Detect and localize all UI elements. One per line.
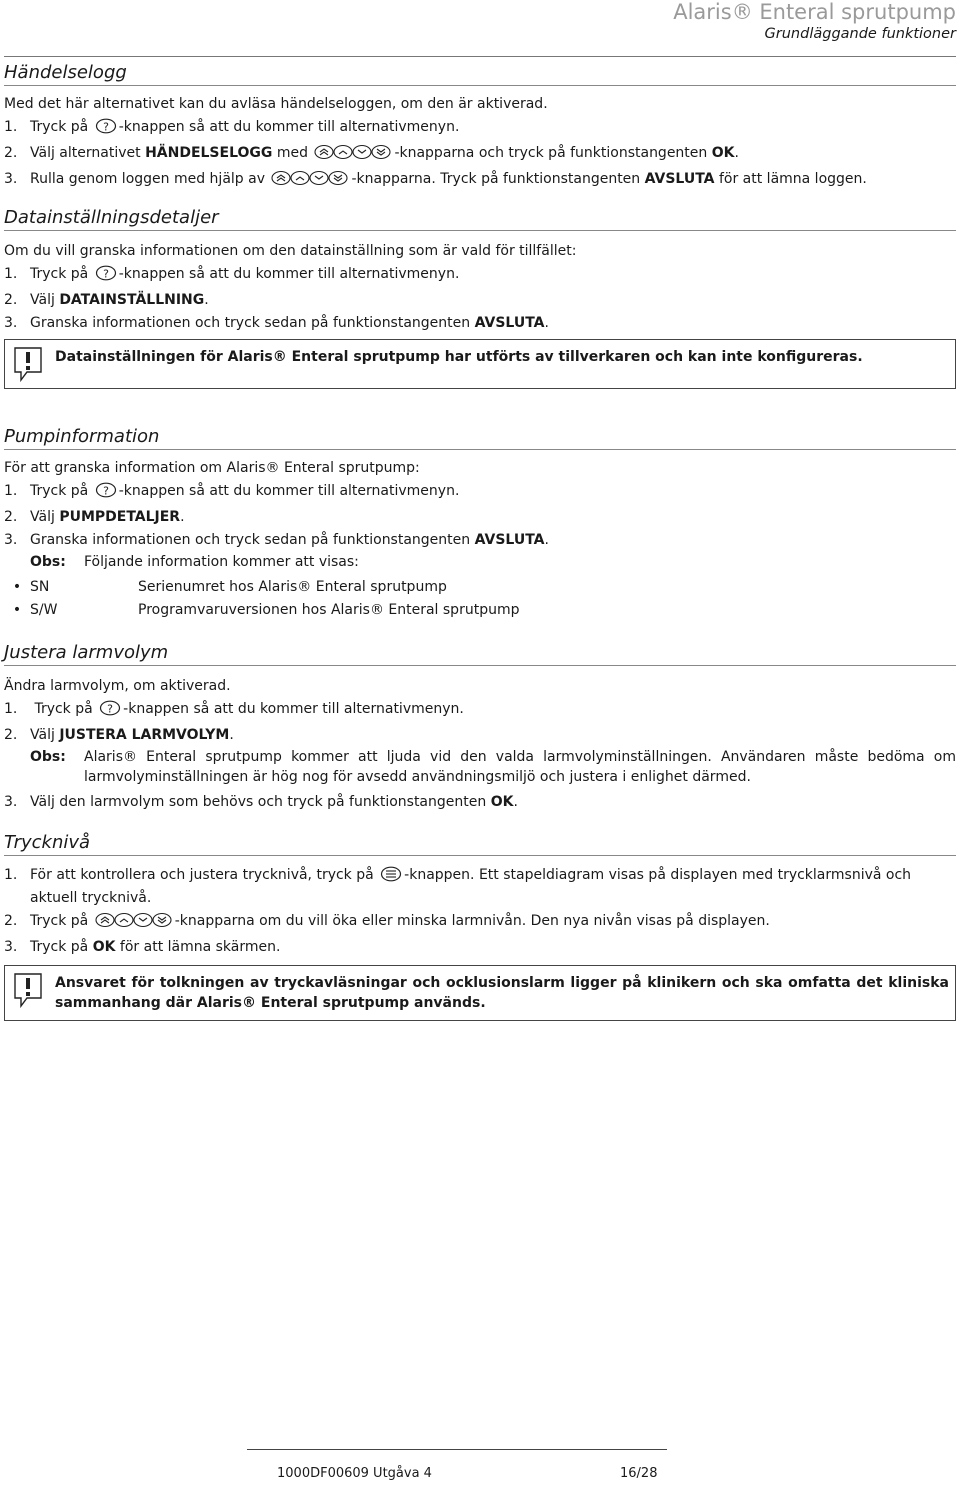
step-1: 1. Tryck på ? -knappen så att du kommer till alternativmenyn. — [4, 116, 956, 142]
section-intro: Med det här alternativet kan du avläsa händelseloggen, om den är aktiverad. — [4, 96, 548, 112]
section-intro: Ändra larmvolym, om aktiverad. — [4, 678, 231, 694]
arrow-keys-icon — [314, 144, 392, 168]
section-pumpinformation — [4, 426, 956, 622]
section-heading: Datainställningsdetaljer — [4, 207, 956, 231]
document-number: 1000DF00609 Utgåva 4 — [277, 1466, 432, 1481]
step-2: 2. Välj DATAINSTÄLLNING. — [4, 292, 209, 308]
svg-text:?: ? — [102, 484, 109, 498]
page-footer — [247, 1449, 667, 1481]
step-1: 1. Tryck på ? -knappen så att du kommer till alternativmenyn. — [4, 698, 956, 724]
section-handelselogg — [4, 62, 956, 194]
warning-text: Ansvaret för tolkningen av tryckavläsningar och ocklusionslarm ligger på klinikern och ska omfatta det kliniska sammanhang där Alaris® Enteral sprutpump används. — [55, 975, 949, 1011]
step-3: 3. Granska informationen och tryck sedan på funktionstangenten AVSLUTA. — [4, 532, 549, 548]
help-question-icon — [95, 118, 117, 142]
section-heading: Trycknivå — [4, 832, 956, 856]
document-title: Alaris® Enteral sprutpump — [673, 0, 956, 24]
warning-box — [4, 339, 956, 389]
step-2: 2. Välj alternativet HÄNDELSELOGG med -knapparna och tryck på funktionstangenten OK. — [4, 142, 956, 168]
step-1: 1. Tryck på ? -knappen så att du kommer till alternativmenyn. — [4, 480, 956, 506]
help-question-icon — [99, 700, 121, 724]
section-heading: Justera larmvolym — [4, 642, 956, 666]
pressure-key-icon — [380, 866, 402, 888]
note-label: Obs: — [30, 554, 66, 570]
section-datainstallning — [4, 207, 956, 389]
section-intro: Om du vill granska informationen om den datainställning som är vald för tillfället: — [4, 243, 577, 259]
section-intro: För att granska information om Alaris® Enteral sprutpump: — [4, 460, 420, 476]
note — [4, 552, 956, 572]
help-question-icon — [95, 482, 117, 506]
note-label: Obs: — [30, 749, 66, 765]
warning-exclamation-icon — [11, 345, 55, 387]
arrow-keys-icon — [95, 912, 173, 936]
step-3: 3. Rulla genom loggen med hjälp av -knapparna. Tryck på funktionstangenten AVSLUTA för att lämna loggen. — [4, 168, 956, 194]
warning-exclamation-icon — [11, 971, 55, 1015]
document-subtitle: Grundläggande funktioner — [764, 26, 956, 42]
list-item: • SN Serienumret hos Alaris® Enteral sprutpump — [12, 579, 447, 595]
step-3: 3. Välj den larmvolym som behövs och tryck på funktionstangenten OK. — [4, 794, 518, 810]
note-text: Följande information kommer att visas: — [84, 554, 359, 570]
step-3: 3. Granska informationen och tryck sedan på funktionstangenten AVSLUTA. — [4, 315, 549, 331]
warning-box — [4, 965, 956, 1021]
note — [4, 747, 956, 787]
step-3: 3. Tryck på OK för att lämna skärmen. — [4, 939, 281, 955]
section-heading: Händelselogg — [4, 62, 956, 86]
svg-text:?: ? — [102, 267, 109, 281]
svg-text:?: ? — [107, 702, 114, 716]
step-2: 2. Välj JUSTERA LARMVOLYM. — [4, 727, 234, 743]
arrow-keys-icon — [271, 170, 349, 194]
list-item: • S/W Programvaruversionen hos Alaris® Enteral sprutpump — [12, 602, 520, 618]
help-question-icon — [95, 265, 117, 289]
step-1: 1. Tryck på ? -knappen så att du kommer till alternativmenyn. — [4, 263, 956, 289]
page-number: 16/28 — [620, 1466, 658, 1481]
note-text: Alaris® Enteral sprutpump kommer att ljuda vid den valda larmvolyminställningen. Användaren måste bedöma om larmvolyminställningen är hög nog för avsedd användningsmiljö och justera i enlighet därmed. — [84, 749, 956, 785]
warning-text: Datainställningen för Alaris® Enteral sprutpump har utförts av tillverkaren och kan inte konfigureras. — [55, 349, 863, 365]
section-larmvolym — [4, 642, 956, 814]
step-2: 2. Välj PUMPDETALJER. — [4, 509, 185, 525]
step-1: 1. För att kontrollera och justera trycknivå, tryck på -knappen. Ett stapeldiagram visas på displayen med trycklarmsnivå och aktuell trycknivå. — [4, 867, 912, 906]
section-heading: Pumpinformation — [4, 426, 956, 450]
step-2: 2. Tryck på -knapparna om du vill öka eller minska larmnivån. Den nya nivån visas på displayen. — [4, 910, 956, 936]
svg-text:?: ? — [102, 120, 109, 134]
header-divider — [4, 56, 956, 57]
section-tryckniva — [4, 832, 956, 1021]
page-header — [673, 0, 956, 44]
